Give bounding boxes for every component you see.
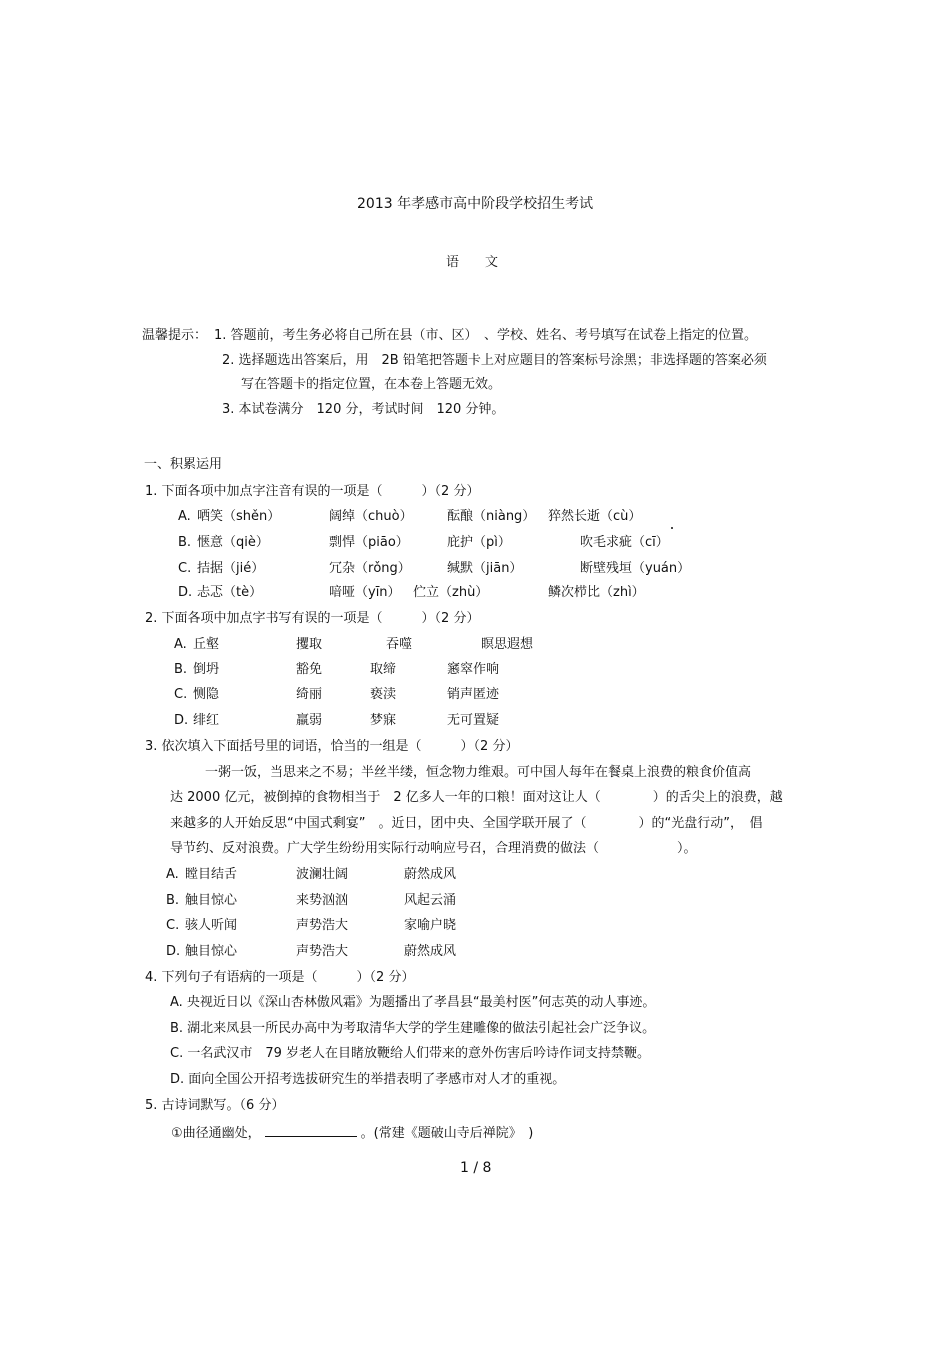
q3-a-label: A. <box>166 867 179 882</box>
question-2-stem: 2. 下面各项中加点字书写有误的一项是（ ）（2 分） <box>145 611 480 626</box>
question-3-stem: 3. 依次填入下面括号里的词语，恰当的一组是（ ）（2 分） <box>145 739 519 754</box>
q2-c-label: C. <box>174 687 188 702</box>
q1-c-c2: 冗杂（rǒng） <box>329 561 411 576</box>
q5-line-1 <box>171 1124 533 1142</box>
q1-d-c2: 喑哑（yīn） <box>329 585 401 600</box>
q2-a-c2: 攫取 <box>296 637 323 652</box>
q5-line-1-text: ①曲径通幽处， <box>171 1126 261 1141</box>
q4-option-b: B. 湖北来凤县一所民办高中为考取清华大学的学生建雕像的做法引起社会广泛争议。 <box>170 1021 656 1036</box>
q4-option-d: D. 面向全国公开招考选拔研究生的举措表明了孝感市对人才的重视。 <box>170 1072 566 1087</box>
q1-a-c4: 猝然长逝（cù） <box>548 509 642 524</box>
q2-d-c1: 绯红 <box>193 713 220 728</box>
notice-item-2a: 2. 选择题选出答案后，用 2B 铅笔把答题卡上对应题目的答案标号涂黑；非选择题的答案必须 <box>222 353 767 368</box>
q2-a-c4: 瞑思遐想 <box>481 637 534 652</box>
q1-a-c1: 哂笑（shěn） <box>197 509 950 525</box>
notice-label: 温馨提示： <box>142 328 208 343</box>
notice-item-2b: 写在答题卡的指定位置，在本卷上答题无效。 <box>241 377 502 392</box>
q4-option-c: C. 一名武汉市 79 岁老人在目睹放鞭给人们带来的意外伤害后吟诗作词支持禁鞭。 <box>170 1046 651 1061</box>
q2-b-label: B. <box>174 662 188 677</box>
notice-item-3: 3. 本试卷满分 120 分，考试时间 120 分钟。 <box>222 402 505 417</box>
q3-passage-line-4: 导节约、反对浪费。广大学生纷纷用实际行动响应号召，合理消费的做法（ ）。 <box>170 841 697 856</box>
q2-c-c1: 恻隐 <box>193 687 220 702</box>
q2-d-c4: 无可置疑 <box>447 713 500 728</box>
answer-blank <box>265 1124 357 1137</box>
page-number: 1 / 8 <box>460 1160 492 1176</box>
q2-c-c3: 亵渎 <box>370 687 397 702</box>
notice-item-1: 1. 答题前，考生务必将自己所在县（市、区） 、学校、姓名、考号填写在试卷上指定的位置。 <box>214 328 758 343</box>
section-title: 一、积累运用 <box>144 457 223 472</box>
q1-c-c3: 缄默（jiān） <box>447 561 523 576</box>
q2-d-label: D. <box>174 713 189 728</box>
q1-a-label: A. <box>178 509 191 524</box>
q3-d-label: D. <box>166 944 181 959</box>
q3-c-c2: 声势浩大 <box>296 918 349 933</box>
q1-c-c4: 断壁残垣（yuán） <box>580 561 691 576</box>
question-4-stem: 4. 下列句子有语病的一项是（ ）（2 分） <box>145 970 415 985</box>
q2-d-c2: 羸弱 <box>296 713 323 728</box>
q3-a-c1: 瞠目结舌 <box>185 867 238 882</box>
q5-line-1-source: 。(常建《题破山寺后禅院》 ) <box>360 1126 534 1141</box>
q1-c-c1: 拮据（jié） <box>197 561 265 576</box>
q3-d-c3: 蔚然成风 <box>404 944 457 959</box>
q3-c-label: C. <box>166 918 180 933</box>
q2-b-c2: 豁免 <box>296 662 323 677</box>
q1-d-label: D. <box>178 585 193 600</box>
q2-a-label: A. <box>174 637 187 652</box>
q1-b-c1: 惬意（qiè） <box>197 535 269 550</box>
q3-c-c3: 家喻户晓 <box>404 918 457 933</box>
q3-passage-line-3: 来越多的人开始反思“中国式剩宴” 。近日，团中央、全国学联开展了（ ）的“光盘行动”， 倡 <box>170 816 763 831</box>
q2-a-c3: 吞噬 <box>386 637 413 652</box>
q1-d-c4: 鳞次栉比（zhì） <box>548 585 645 600</box>
q1-b-c2: 剽悍（piāo） <box>329 535 409 550</box>
q1-b-label: B. <box>178 535 192 550</box>
q2-b-c4: 窸窣作响 <box>447 662 500 677</box>
q2-d-c3: 梦寐 <box>370 713 397 728</box>
q1-c-label: C. <box>178 561 192 576</box>
q1-b-c3: 庇护（pì） <box>447 535 511 550</box>
q1-b-c4: 吹毛求疵（cī） <box>580 535 669 550</box>
q4-option-a: A. 央视近日以《深山杏林傲风霜》为题播出了孝昌县“最美村医”何志英的动人事迹。 <box>170 995 656 1010</box>
q3-a-c3: 蔚然成风 <box>404 867 457 882</box>
q3-b-c3: 风起云涌 <box>404 893 457 908</box>
q2-a-c1: 丘壑 <box>193 637 220 652</box>
q3-passage-line-1: 一粥一饭，当思来之不易；半丝半缕，恒念物力维艰。可中国人每年在餐桌上浪费的粮食价值高 <box>205 765 752 780</box>
q2-c-c2: 绮丽 <box>296 687 323 702</box>
q2-b-c3: 取缔 <box>370 662 397 677</box>
q2-b-c1: 倒坍 <box>193 662 220 677</box>
exam-title: 2013 年孝感市高中阶段学校招生考试 <box>357 196 594 212</box>
q3-b-c1: 触目惊心 <box>185 893 238 908</box>
q3-b-c2: 来势汹汹 <box>296 893 349 908</box>
q1-a-c3: 酝酿（niàng） <box>447 509 536 524</box>
q3-d-c1: 触目惊心 <box>185 944 238 959</box>
subject-title: 语 文 <box>446 255 499 270</box>
q2-c-c4: 销声匿迹 <box>447 687 500 702</box>
q3-d-c2: 声势浩大 <box>296 944 349 959</box>
question-5-stem: 5. 古诗词默写。（6 分） <box>145 1098 285 1113</box>
q1-d-c1: 忐忑（tè） <box>197 585 263 600</box>
q3-a-c2: 波澜壮阔 <box>296 867 349 882</box>
q3-passage-line-2: 达 2000 亿元，被倒掉的食物相当于 2 亿多人一年的口粮！面对这让人（ ）的舌尖上的浪费，越 <box>170 790 783 805</box>
q1-d-c3: 伫立（zhù） <box>413 585 489 600</box>
q3-c-c1: 骇人听闻 <box>185 918 238 933</box>
q3-b-label: B. <box>166 893 180 908</box>
question-1-stem: 1. 下面各项中加点字注音有误的一项是（ ）（2 分） <box>145 484 480 499</box>
q1-a-c2: 阔绰（chuò） <box>329 509 413 524</box>
